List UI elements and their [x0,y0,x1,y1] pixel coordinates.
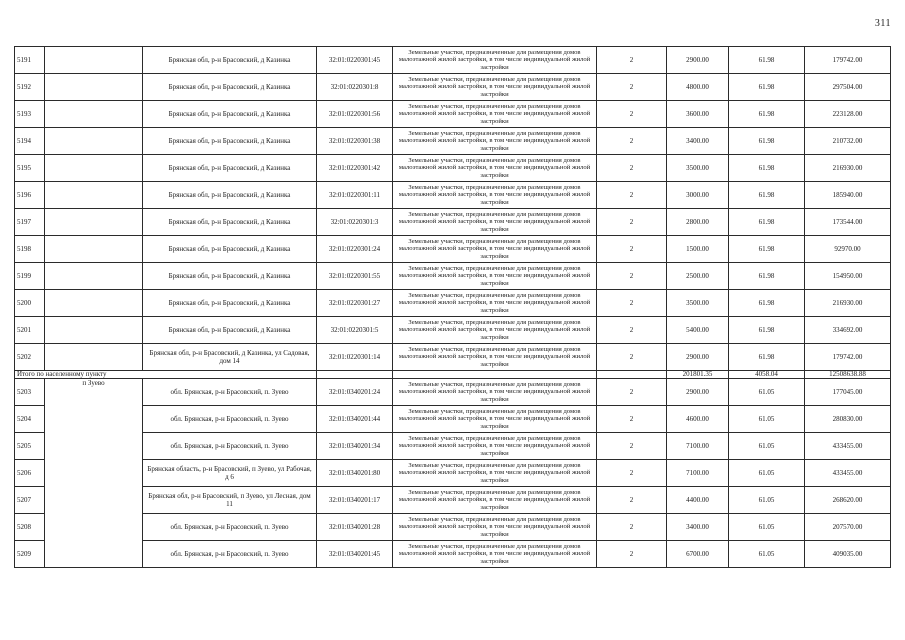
row-group: 2 [597,487,667,514]
table-row [15,209,891,236]
row-area: 2900.00 [667,47,729,74]
row-locality [45,263,143,290]
row-group: 2 [597,182,667,209]
row-cadastral-value: 173544.00 [805,209,891,236]
row-cadastral-number: 32:01:0220301:45 [317,47,393,74]
row-group: 2 [597,155,667,182]
row-area: 4800.00 [667,74,729,101]
table-row [15,182,891,209]
row-area: 3400.00 [667,514,729,541]
row-number: 5209 [15,541,45,568]
row-group: 2 [597,47,667,74]
table-total [15,371,891,379]
row-cadastral-number: 32:01:0340201:45 [317,541,393,568]
row-area: 3600.00 [667,101,729,128]
table-row [15,487,891,514]
row-land-use: Земельные участки, предназначенные для размещения домов малоэтажной жилой застройки, в том числе индивидуальной жилой застройки [393,317,597,344]
row-cadastral-number: 32:01:0220301:11 [317,182,393,209]
row-cadastral-number: 32:01:0220301:5 [317,317,393,344]
row-cadastral-value: 177045.00 [805,379,891,406]
row-number: 5208 [15,514,45,541]
row-cadastral-value: 92970.00 [805,236,891,263]
total-blank-group [597,371,667,379]
row-address: Брянская обл, р-н Брасовский, д Казинка, ул Садовая, дом 14 [143,344,317,371]
row-cadastral-number: 32:01:0340201:17 [317,487,393,514]
row-rate: 61.98 [729,290,805,317]
row-area: 2500.00 [667,263,729,290]
row-area: 5400.00 [667,317,729,344]
table-row [15,128,891,155]
row-group: 2 [597,290,667,317]
row-land-use: Земельные участки, предназначенные для размещения домов малоэтажной жилой застройки, в том числе индивидуальной жилой застройки [393,406,597,433]
row-area: 2800.00 [667,209,729,236]
table-row [15,433,891,460]
table-row [15,317,891,344]
row-land-use: Земельные участки, предназначенные для размещения домов малоэтажной жилой застройки, в том числе индивидуальной жилой застройки [393,128,597,155]
row-rate: 61.05 [729,433,805,460]
row-group: 2 [597,101,667,128]
row-area: 2900.00 [667,344,729,371]
row-cadastral-number: 32:01:0220301:38 [317,128,393,155]
row-cadastral-value: 268620.00 [805,487,891,514]
table-row [15,344,891,371]
row-number: 5195 [15,155,45,182]
page-number: 311 [874,18,891,29]
row-land-use: Земельные участки, предназначенные для размещения домов малоэтажной жилой застройки, в том числе индивидуальной жилой застройки [393,155,597,182]
table-row [15,541,891,568]
row-area: 3400.00 [667,128,729,155]
row-area: 6700.00 [667,541,729,568]
row-cadastral-value: 216930.00 [805,290,891,317]
row-number: 5196 [15,182,45,209]
row-cadastral-value: 207570.00 [805,514,891,541]
row-land-use: Земельные участки, предназначенные для размещения домов малоэтажной жилой застройки, в том числе индивидуальной жилой застройки [393,263,597,290]
row-address: Брянская обл, р-н Брасовский, п Зуево, ул Лесная, дом 11 [143,487,317,514]
row-land-use: Земельные участки, предназначенные для размещения домов малоэтажной жилой застройки, в том числе индивидуальной жилой застройки [393,344,597,371]
row-address: обл. Брянская, р-н Брасовский, п. Зуево [143,406,317,433]
table-row [15,236,891,263]
row-rate: 61.98 [729,263,805,290]
row-cadastral-number: 32:01:0340201:28 [317,514,393,541]
row-address: Брянская обл, р-н Брасовский, д Казинка [143,101,317,128]
row-cadastral-value: 179742.00 [805,47,891,74]
row-group: 2 [597,460,667,487]
row-locality [45,236,143,263]
row-land-use: Земельные участки, предназначенные для размещения домов малоэтажной жилой застройки, в том числе индивидуальной жилой застройки [393,460,597,487]
row-area: 3000.00 [667,182,729,209]
row-locality [45,209,143,236]
row-locality [45,101,143,128]
row-locality [45,344,143,371]
row-address: Брянская обл, р-н Брасовский, д Казинка [143,74,317,101]
row-cadastral-number: 32:01:0220301:56 [317,101,393,128]
row-group: 2 [597,514,667,541]
row-area: 7100.00 [667,433,729,460]
row-cadastral-value: 280830.00 [805,406,891,433]
row-number: 5197 [15,209,45,236]
row-rate: 61.98 [729,317,805,344]
row-cadastral-number: 32:01:0220301:3 [317,209,393,236]
row-area: 4600.00 [667,406,729,433]
row-cadastral-value: 297504.00 [805,74,891,101]
row-rate: 61.98 [729,182,805,209]
row-group: 2 [597,344,667,371]
row-locality [45,74,143,101]
row-number: 5205 [15,433,45,460]
row-address: обл. Брянская, р-н Брасовский, п. Зуево [143,541,317,568]
table-row [15,460,891,487]
row-rate: 61.05 [729,487,805,514]
row-group: 2 [597,74,667,101]
total-label: Итого по населенному пункту [15,371,317,379]
row-land-use: Земельные участки, предназначенные для размещения домов малоэтажной жилой застройки, в том числе индивидуальной жилой застройки [393,514,597,541]
land-register-table [14,46,891,568]
row-number: 5203 [15,379,45,406]
row-number: 5200 [15,290,45,317]
row-cadastral-number: 32:01:0220301:8 [317,74,393,101]
section-locality: п Зуево [45,379,143,568]
row-locality [45,128,143,155]
row-rate: 61.05 [729,379,805,406]
row-land-use: Земельные участки, предназначенные для размещения домов малоэтажной жилой застройки, в том числе индивидуальной жилой застройки [393,541,597,568]
row-group: 2 [597,263,667,290]
row-cadastral-number: 32:01:0220301:55 [317,263,393,290]
row-group: 2 [597,317,667,344]
table-row [15,47,891,74]
row-locality [45,47,143,74]
row-cadastral-number: 32:01:0220301:27 [317,290,393,317]
row-land-use: Земельные участки, предназначенные для размещения домов малоэтажной жилой застройки, в том числе индивидуальной жилой застройки [393,433,597,460]
row-land-use: Земельные участки, предназначенные для размещения домов малоэтажной жилой застройки, в том числе индивидуальной жилой застройки [393,487,597,514]
row-cadastral-number: 32:01:0220301:14 [317,344,393,371]
row-address: Брянская обл, р-н Брасовский, д Казинка [143,263,317,290]
row-rate: 61.05 [729,541,805,568]
row-rate: 61.98 [729,344,805,371]
row-number: 5206 [15,460,45,487]
row-cadastral-number: 32:01:0220301:42 [317,155,393,182]
row-area: 7100.00 [667,460,729,487]
row-rate: 61.98 [729,74,805,101]
row-rate: 61.98 [729,128,805,155]
row-number: 5198 [15,236,45,263]
row-address: Брянская обл, р-н Брасовский, д Казинка [143,155,317,182]
row-rate: 61.05 [729,514,805,541]
row-rate: 61.98 [729,47,805,74]
row-land-use: Земельные участки, предназначенные для размещения домов малоэтажной жилой застройки, в том числе индивидуальной жилой застройки [393,182,597,209]
row-locality [45,182,143,209]
row-cadastral-value: 433455.00 [805,433,891,460]
row-group: 2 [597,406,667,433]
row-land-use: Земельные участки, предназначенные для размещения домов малоэтажной жилой застройки, в том числе индивидуальной жилой застройки [393,236,597,263]
row-rate: 61.98 [729,155,805,182]
row-land-use: Земельные участки, предназначенные для размещения домов малоэтажной жилой застройки, в том числе индивидуальной жилой застройки [393,379,597,406]
total-blank-cadastral [317,371,393,379]
row-cadastral-number: 32:01:0340201:24 [317,379,393,406]
row-cadastral-value: 179742.00 [805,344,891,371]
row-area: 3500.00 [667,155,729,182]
row-rate: 61.98 [729,236,805,263]
row-number: 5204 [15,406,45,433]
row-area: 2900.00 [667,379,729,406]
total-area: 201801.35 [667,371,729,379]
row-address: Брянская обл, р-н Брасовский, д Казинка [143,236,317,263]
row-rate: 61.05 [729,460,805,487]
row-group: 2 [597,433,667,460]
table-body-kazinka [15,47,891,371]
total-row [15,371,891,379]
row-area: 4400.00 [667,487,729,514]
row-rate: 61.05 [729,406,805,433]
row-cadastral-value: 433455.00 [805,460,891,487]
row-address: Брянская обл, р-н Брасовский, д Казинка [143,209,317,236]
row-number: 5207 [15,487,45,514]
row-number: 5192 [15,74,45,101]
row-address: Брянская обл, р-н Брасовский, д Казинка [143,290,317,317]
row-locality [45,317,143,344]
row-land-use: Земельные участки, предназначенные для размещения домов малоэтажной жилой застройки, в том числе индивидуальной жилой застройки [393,290,597,317]
row-cadastral-value: 210732.00 [805,128,891,155]
row-cadastral-number: 32:01:0340201:80 [317,460,393,487]
row-cadastral-number: 32:01:0220301:24 [317,236,393,263]
table-row [15,74,891,101]
table-body-zuevo [15,379,891,568]
row-address: Брянская область, р-н Брасовский, п Зуево, ул Рабочая, д 6 [143,460,317,487]
row-group: 2 [597,128,667,155]
row-cadastral-value: 154950.00 [805,263,891,290]
row-cadastral-number: 32:01:0340201:34 [317,433,393,460]
row-number: 5193 [15,101,45,128]
row-land-use: Земельные участки, предназначенные для размещения домов малоэтажной жилой застройки, в том числе индивидуальной жилой застройки [393,47,597,74]
row-locality [45,155,143,182]
row-address: Брянская обл, р-н Брасовский, д Казинка [143,182,317,209]
row-cadastral-value: 334692.00 [805,317,891,344]
total-blank-use [393,371,597,379]
row-cadastral-value: 216930.00 [805,155,891,182]
row-address: обл. Брянская, р-н Брасовский, п. Зуево [143,379,317,406]
row-area: 3500.00 [667,290,729,317]
row-address: Брянская обл, р-н Брасовский, д Казинка [143,128,317,155]
row-land-use: Земельные участки, предназначенные для размещения домов малоэтажной жилой застройки, в том числе индивидуальной жилой застройки [393,101,597,128]
table-row [15,101,891,128]
row-number: 5201 [15,317,45,344]
total-rate: 4058.04 [729,371,805,379]
table-row [15,290,891,317]
row-group: 2 [597,379,667,406]
row-cadastral-number: 32:01:0340201:44 [317,406,393,433]
table-row [15,263,891,290]
row-group: 2 [597,209,667,236]
row-land-use: Земельные участки, предназначенные для размещения домов малоэтажной жилой застройки, в том числе индивидуальной жилой застройки [393,209,597,236]
row-address: обл. Брянская, р-н Брасовский, п. Зуево [143,433,317,460]
table-row [15,379,891,406]
row-address: Брянская обл, р-н Брасовский, д Казинка [143,317,317,344]
table-row [15,155,891,182]
row-group: 2 [597,236,667,263]
row-number: 5202 [15,344,45,371]
total-value: 12508638.88 [805,371,891,379]
row-locality [45,290,143,317]
row-address: обл. Брянская, р-н Брасовский, п. Зуево [143,514,317,541]
row-area: 1500.00 [667,236,729,263]
row-rate: 61.98 [729,209,805,236]
row-number: 5194 [15,128,45,155]
row-cadastral-value: 185940.00 [805,182,891,209]
table-row [15,406,891,433]
row-cadastral-value: 223128.00 [805,101,891,128]
row-rate: 61.98 [729,101,805,128]
table-row [15,514,891,541]
row-number: 5199 [15,263,45,290]
row-number: 5191 [15,47,45,74]
row-address: Брянская обл, р-н Брасовский, д Казинка [143,47,317,74]
row-cadastral-value: 409035.00 [805,541,891,568]
row-group: 2 [597,541,667,568]
row-land-use: Земельные участки, предназначенные для размещения домов малоэтажной жилой застройки, в том числе индивидуальной жилой застройки [393,74,597,101]
